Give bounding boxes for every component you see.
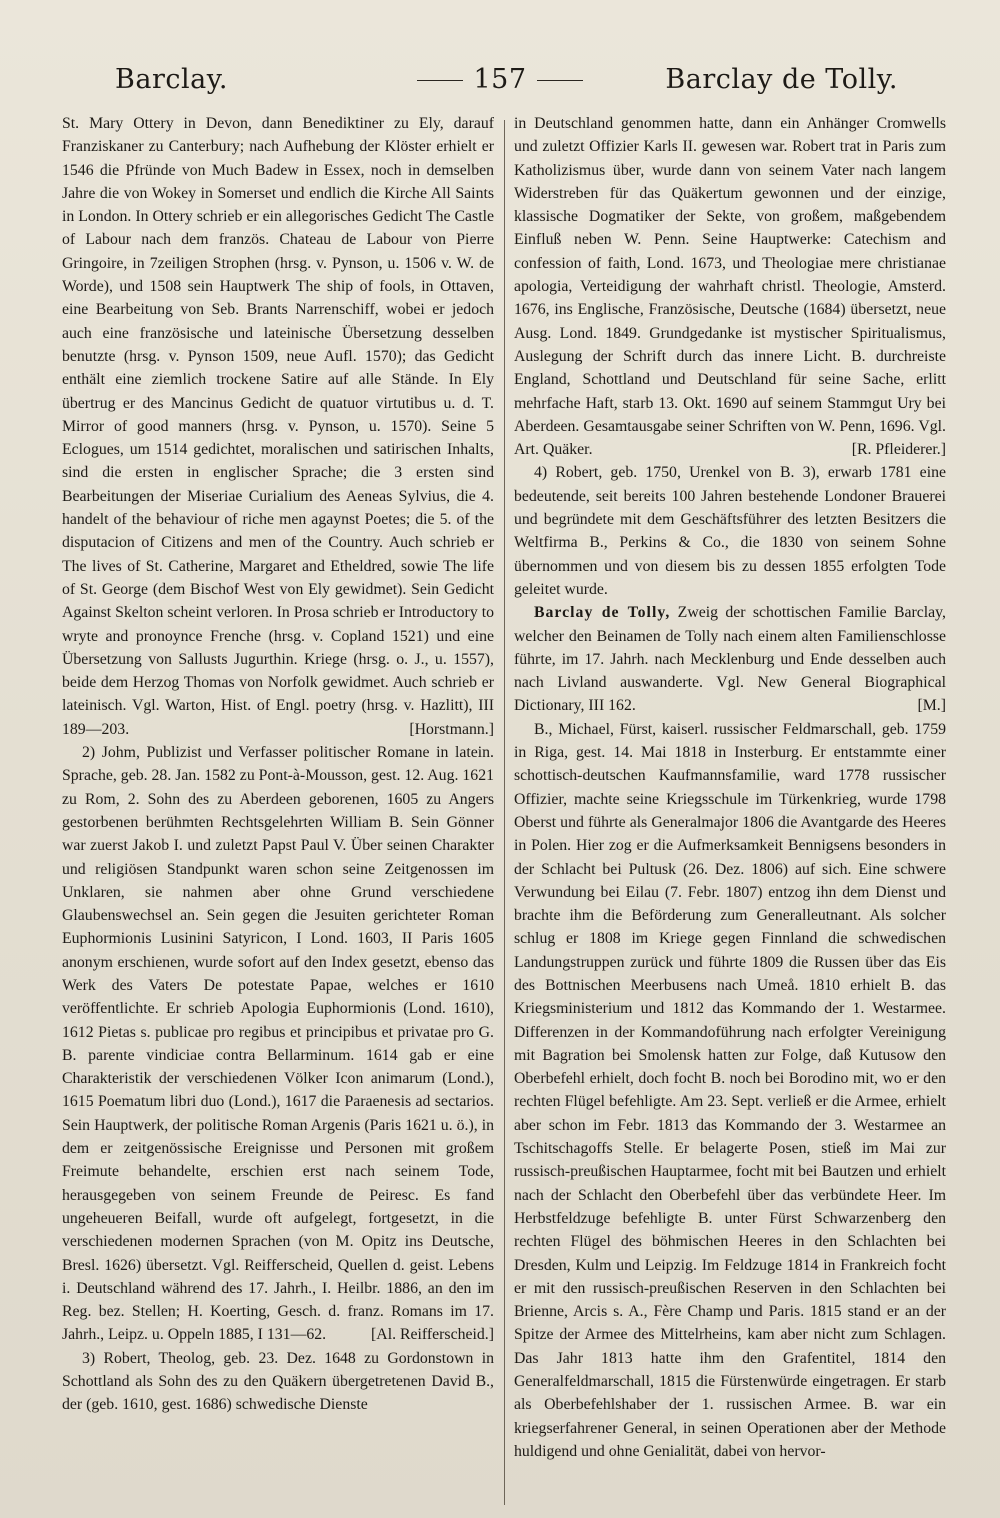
paragraph-text: Zweig der schottischen Familie Barclay, welcher den Beinamen de Tolly nach einem alten Familienschlosse führte, im 17. Jahrh. nach Mecklenburg und Ende desselben auch nach Livland auswanderte. Vgl. New General Biographical Dictionary, III 162.	[514, 604, 946, 715]
paragraph-text: B., Michael, Fürst, kaiserl. russischer Feldmarschall, geb. 1759 in Riga, gest. 14. Mai 1818 in Insterburg. Er entstammte einer schottisch-deutschen Kaufmannsfamilie, ward 1778 russischer Offizier, machte seine Kriegsschule im Türkenkrieg, wurde 1798 Oberst und führte als Generalmajor 1806 die Avantgarde des Heeres in Polen. Hier zog er die Aufmerksamkeit Bennigsens besonders in der Schlacht bei Pultusk (26. Dez. 1806) auf sich. Eine schwere Verwundung bei Eilau (7. Febr. 1807) entzog ihn dem Dienst und brachte ihm die Beförderung zum Generalleutnant. Als solcher schlug er 1808 im Kriege gegen Finnland die schwedischen Landungstruppen zurück und führte 1809 die Russen über das Eis des Bottnischen Meerbusens nach Umeå. 1810 erhielt B. das Kriegsministerium und 1812 das Kommando der 1. Westarmee. Differenzen in der Kommandoführung nach erfolgter Vereinigung mit Bagration bei Smolensk hatten zur Folge, daß Kutusow den Oberbefehl erhielt, doch focht B. noch bei Borodino mit, wo er den rechten Flügel befehligte. Am 23. Sept. verließ er die Armee, erhielt aber schon im Febr. 1813 das Kommando der 3. Westarmee an Tschitschagoffs Stelle. Er belagerte Posen, stieß im Mai zur russisch-preußischen Hauptarmee, focht mit bei Bautzen und erhielt nach der Schlacht den Oberbefehl über das verbündete Heer. Im Herbstfeldzuge befehligte B. unter Fürst Schwarzenberg den rechten Flügel des böhmischen Heeres in den Schlachten bei Dresden, Kulm und Leipzig. Im Feldzuge 1814 in Frankreich focht er mit den russisch-preußischen Reserven in den Schlachten bei Brienne, Arcis s. A., Fère Champ und Paris. 1815 stand er an der Spitze der Armee des Mittelrheins, kam aber nicht zum Schlagen. Das Jahr 1813 hatte ihm den Grafentitel, 1814 den Generalfeldmarschall, 1815 die Fürstenwürde eingetragen. Er starb als Oberbefehlshaber der 1. russischen Armee. B. war ein kriegserfahrener General, in seinen Operationen aber der Methode huldigend und ohne Genialität, dabei von hervor-	[514, 720, 946, 1460]
author-signature: [R. Pfleiderer.]	[851, 441, 946, 459]
header-dash-left	[417, 80, 463, 81]
paragraph	[514, 461, 946, 601]
header-dash-right	[537, 80, 583, 81]
left-column	[62, 112, 494, 1497]
header-right-title: Barclay de Tolly.	[665, 64, 898, 95]
paragraph	[514, 601, 946, 717]
author-signature: [Al. Reifferscheid.]	[371, 1326, 494, 1344]
entry-headword: Barclay de Tolly,	[534, 604, 671, 622]
text-columns	[62, 112, 946, 1497]
right-column	[514, 112, 946, 1497]
paragraph-text: 4) Robert, geb. 1750, Urenkel von B. 3), erwarb 1781 eine bedeutende, seit bereits 100 Jahren bestehende Londoner Brauerei und begründete mit dem Geschäftsführer des letzten Besitzers die Weltfirma B., Perkins & Co., die 1830 von seinem Sohne übernommen und von diesem bis zu dessen 1855 erfolgten Tode geleitet wurde.	[514, 464, 946, 598]
paragraph	[62, 1347, 494, 1417]
author-signature: [Horstmann.]	[409, 720, 494, 738]
paragraph-text: St. Mary Ottery in Devon, dann Benediktiner zu Ely, darauf Franziskaner zu Canterbury; nach Aufhebung der Klöster erhielt er 1546 die Pfründe von Much Badew in Essex, noch in demselben Jahre die von Wokey in Somerset und endlich die Kirche All Saints in London. In Ottery schrieb er ein allegorisches Gedicht The Castle of Labour nach dem französ. Chateau de Labour von Pierre Gringoire, in 7zeiligen Strophen (hrsg. v. Pynson, u. 1506 v. W. de Worde), und 1508 sein Hauptwerk The ship of fools, in Ottaven, eine Bearbeitung von Seb. Brants Narrenschiff, wobei er jedoch auch eine französische und lateinische Übersetzung desselben benutzte (hrsg. v. Pynson 1509, neue Aufl. 1570); das Gedicht enthält eine ziemlich trockene Satire auf alle Stände. In Ely übertrug er des Mancinus Gedicht de quatuor virtutibus u. d. T. Mirror of good manners (hrsg. v. Pynson, u. 1570). Seine 5 Eclogues, um 1514 gedichtet, moralischen und satirischen Inhalts, sind die ersten in englischer Sprache; die 3 ersten sind Bearbeitungen der Miseriae Curialium des Aeneas Sylvius, die 4. handelt of the behaviour of riche men agaynst Poetes; die 5. of the disputacion of Citizens and men of the Country. Auch schrieb er The lives of St. Catherine, Margaret and Etheldred, sowie The life of St. George (dem Bischof West von Ely gewidmet). Sein Gedicht Against Skelton scheint verloren. In Prosa schrieb er Introductory to wryte and pronoynce Frenche (hrsg. v. Copland 1521) und eine Übersetzung von Sallusts Jugurthin. Kriege (hrsg. o. J., u. 1557), beide dem Herzog Thomas von Norfolk gewidmet. Auch schrieb er lateinisch. Vgl. Warton, Hist. of Engl. poetry (hrsg. v. Hazlitt), III 189—203.	[62, 115, 494, 738]
paragraph	[62, 741, 494, 1347]
page-number: 157	[473, 64, 527, 95]
paragraph-text: in Deutschland genommen hatte, dann ein Anhänger Cromwells und zuletzt Offizier Karls II. gewesen war. Robert trat in Paris zum Katholizismus über, wurde dann von seinem Vater nach langem Widerstreben für das Quäkertum gewonnen und der einzige, klassische Dogmatiker der Sekte, von großem, maßgebendem Einfluß neben W. Penn. Seine Hauptwerke: Catechism and confession of faith, Lond. 1673, und Theologiae mere christianae apologia, Verteidigung der wahrhaft christl. Theologie, Amsterd. 1676, ins Englische, Französische, Deutsche (1684) übersetzt, neue Ausg. Lond. 1849. Grundgedanke ist mystischer Spiritualismus, Auslegung der Schrift durch das innere Licht. B. durchreiste England, Schottland und Deutschland für seine Sache, erlitt mehrfache Haft, starb 13. Okt. 1690 auf seinem Stammgut Ury bei Aberdeen. Gesamtausgabe seiner Schriften von W. Penn, 1696. Vgl. Art. Quäker.	[514, 115, 946, 459]
header-left-title: Barclay.	[115, 64, 228, 95]
paragraph	[62, 112, 494, 741]
paragraph	[514, 112, 946, 461]
author-signature: [M.]	[917, 697, 946, 715]
paragraph	[514, 718, 946, 1464]
paragraph-text: 3) Robert, Theolog, geb. 23. Dez. 1648 zu Gordonstown in Schottland als Sohn des zu den Quäkern übergetretenen David B., der (geb. 1610, gest. 1686) schwedische Dienste	[62, 1349, 494, 1414]
running-header	[60, 64, 940, 108]
paragraph-text: 2) Johm, Publizist und Verfasser politischer Romane in latein. Sprache, geb. 28. Jan. 1582 zu Pont-à-Mousson, gest. 12. Aug. 1621 zu Rom, 2. Sohn des zu Aberdeen geborenen, 1605 zu Angers gestorbenen berühmten Rechtsgelehrten William B. Sein Gönner war zuerst Jakob I. und zuletzt Papst Paul V. Über seinen Charakter und religiösen Standpunkt waren schon seine Zeitgenossen im Unklaren, sie nahmen aber ohne Grund verschiedene Glaubenswechsel an. Sein gegen die Jesuiten gerichteter Roman Euphormionis Lusinini Satyricon, I Lond. 1603, II Paris 1605 anonym erschienen, wurde sofort auf den Index gesetzt, ebenso das Werk des Vaters De potestate Papae, welches er 1610 veröffentlichte. Er schrieb Apologia Euphormionis (Lond. 1610), 1612 Pietas s. publicae pro regibus et principibus et privatae pro G. B. parente vindiciae contra Bellarminum. 1614 gab er eine Charakteristik der verschiedenen Völker Icon animarum (Lond.), 1615 Poematum libri duo (Lond.), 1617 die Paraenesis ad sectarios. Sein Hauptwerk, der politische Roman Argenis (Paris 1621 u. ö.), in dem er zeitgenössische Ereignisse und Personen mit großem Freimute behandelte, erschien erst nach seinem Tode, herausgegeben von seinem Freunde de Peiresc. Es fand ungeheueren Beifall, wurde oft aufgelegt, fortgesetzt, in die verschiedenen modernen Sprachen (von M. Opitz ins Deutsche, Bresl. 1626) übersetzt. Vgl. Reifferscheid, Quellen d. geist. Lebens i. Deutschland während des 17. Jahrh., I. Heilbr. 1886, an den im Reg. bez. Stellen; H. Koerting, Gesch. d. franz. Romans im 17. Jahrh., Leipz. u. Oppeln 1885, I 131—62.	[62, 744, 494, 1344]
